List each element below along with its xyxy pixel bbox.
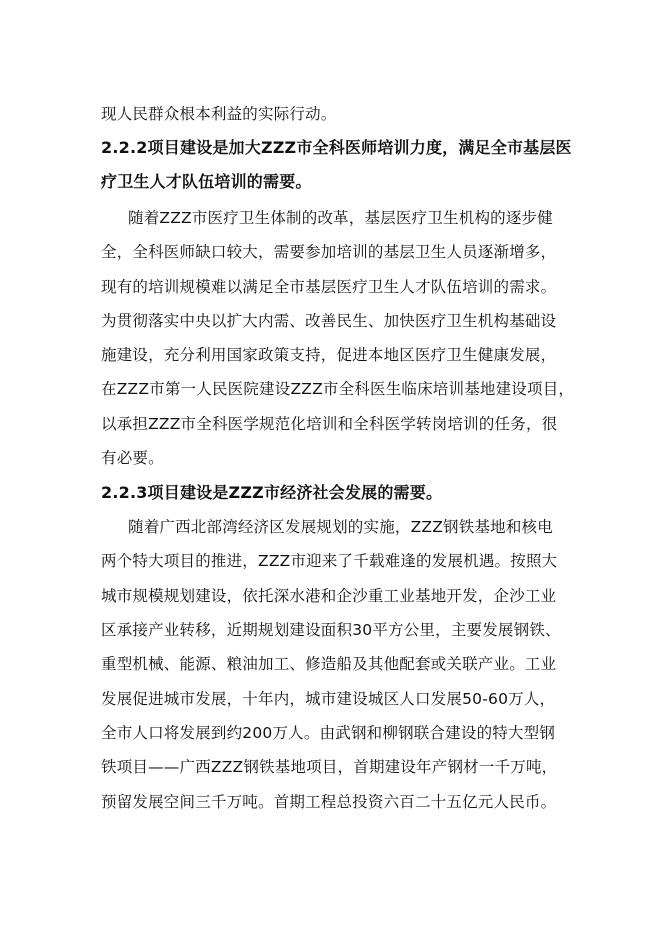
section-heading-2-2-2-cont: 疗卫生人才队伍培训的需要。	[101, 172, 312, 191]
section-heading-2-2-3: 2.2.3项目建设是ZZZ市经济社会发展的需要。	[101, 483, 443, 502]
body-text-line: 施建设，充分利用国家政策支持，促进本地区医疗卫生健康发展，	[101, 346, 557, 364]
body-text-line: 全市人口将发展到约200万人。由武钢和柳钢联合建设的特大型钢	[101, 724, 556, 742]
section-heading-2-2-2: 2.2.2项目建设是加大ZZZ市全科医师培训力度，满足全市基层医	[101, 138, 572, 157]
body-text-line: 以承担ZZZ市全科医学规范化培训和全科医学转岗培训的任务，很	[101, 415, 558, 433]
body-text-line: 随着ZZZ市医疗卫生体制的改革，基层医疗卫生机构的逐步健	[128, 209, 553, 227]
body-text-line: 城市规模规划建设，依托深水港和企沙重工业基地开发，企沙工业	[101, 587, 557, 605]
body-text-line: 全，全科医师缺口较大，需要参加培训的基层卫生人员逐渐增多，	[101, 243, 557, 261]
body-text-line: 预留发展空间三千万吨。首期工程总投资六百二十五亿元人民币。	[101, 793, 557, 811]
body-text-line: 随着广西北部湾经济区发展规划的实施，ZZZ钢铁基地和核电	[128, 518, 553, 536]
body-text-line: 现有的培训规模难以满足全市基层医疗卫生人才队伍培训的需求。	[101, 278, 557, 296]
body-text-line: 为贯彻落实中央以扩大内需、改善民生、加快医疗卫生机构基础设	[101, 312, 557, 330]
body-text-line: 在ZZZ市第一人民医院建设ZZZ市全科医生临床培训基地建设项目，	[101, 380, 575, 398]
body-text-line: 有必要。	[101, 449, 164, 467]
body-text-line: 区承接产业转移，近期规划建设面积30平方公里，主要发展钢铁、	[101, 621, 561, 639]
body-text-line: 铁项目——广西ZZZ钢铁基地项目，首期建设年产钢材一千万吨，	[101, 758, 558, 776]
body-text-line: 两个特大项目的推进，ZZZ市迎来了千载难逢的发展机遇。按照大	[101, 552, 558, 570]
body-text-line: 发展促进城市发展，十年内，城市建设城区人口发展50-60万人，	[101, 690, 556, 708]
body-text-line: 现人民群众根本利益的实际行动。	[101, 105, 337, 123]
body-text-line: 重型机械、能源、粮油加工、修造船及其他配套或关联产业。工业	[101, 655, 557, 673]
